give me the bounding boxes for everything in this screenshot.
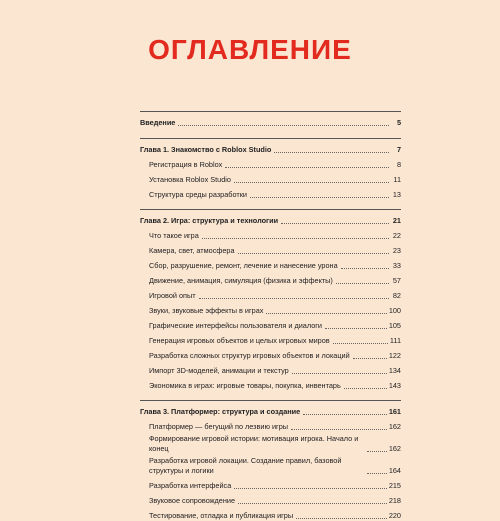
toc-entry-label: Что такое игра (149, 231, 199, 240)
toc-entry[interactable] (140, 331, 401, 346)
toc-section (140, 111, 401, 128)
toc-page-number: 143 (388, 381, 401, 390)
toc-page-number: 7 (396, 145, 401, 154)
toc-page-number: 122 (388, 351, 401, 360)
toc-leader-dots (325, 328, 387, 329)
toc-leader-dots (291, 429, 387, 430)
toc-entry-label: Регистрация в Roblox (149, 160, 223, 169)
toc-leader-dots (199, 298, 389, 299)
toc-page-number: 162 (388, 444, 401, 453)
toc-entry[interactable] (140, 417, 401, 432)
toc-entry-label: Звуковое сопровождение (149, 496, 236, 505)
toc-entry-label: Камера, свет, атмосфера (149, 246, 235, 255)
toc-page-number: 11 (393, 175, 401, 184)
toc-section (140, 138, 401, 200)
toc-entry-label: Сбор, разрушение, ремонт, лечение и нанесение урона (149, 261, 338, 270)
toc-entry[interactable] (140, 316, 401, 331)
toc-entry[interactable] (140, 155, 401, 170)
toc-page-number: 8 (396, 160, 401, 169)
toc-page-number: 111 (389, 336, 401, 345)
toc-entry-label: Разработка сложных структур игровых объектов и локаций (149, 351, 350, 360)
toc-entry-label: Глава 3. Платформер: структура и создание (140, 407, 301, 416)
table-of-contents (140, 111, 401, 521)
toc-entry-label: Разработка интерфейса (149, 481, 232, 490)
toc-chapter-entry[interactable] (140, 139, 401, 155)
toc-page-number: 164 (388, 466, 401, 475)
toc-entry[interactable] (140, 226, 401, 241)
toc-leader-dots (292, 373, 387, 374)
toc-entry-label: Платформер — бегущий по лезвию игры (149, 422, 289, 431)
toc-page-number: 33 (392, 261, 401, 270)
toc-page-number: 220 (388, 511, 401, 520)
toc-page-number: 161 (388, 407, 401, 416)
toc-entry[interactable] (140, 185, 401, 200)
toc-leader-dots (225, 167, 389, 168)
toc-entry-label: Формирование игровой истории: мотивация игрока. Начало и конец (149, 434, 359, 453)
toc-entry[interactable] (140, 271, 401, 286)
toc-leader-dots (250, 197, 389, 198)
toc-page-number: 218 (388, 496, 401, 505)
toc-leader-dots (296, 518, 387, 519)
toc-entry[interactable] (140, 346, 401, 361)
toc-entry[interactable] (140, 506, 401, 521)
toc-entry-label: Генерация игровых объектов и целых игровых миров (149, 336, 330, 345)
toc-section (140, 400, 401, 521)
toc-entry[interactable] (140, 241, 401, 256)
toc-page-number: 21 (392, 216, 401, 225)
toc-page-number: 100 (388, 306, 401, 315)
toc-leader-dots (202, 238, 389, 239)
toc-entry[interactable] (140, 376, 401, 391)
toc-leader-dots (341, 268, 389, 269)
toc-leader-dots (336, 283, 389, 284)
toc-leader-dots (303, 414, 387, 415)
toc-entry[interactable] (140, 476, 401, 491)
toc-entry-label: Графические интерфейсы пользователя и диалоги (149, 321, 323, 330)
toc-chapter-entry[interactable] (140, 112, 401, 128)
toc-page-number: 215 (388, 481, 401, 490)
toc-leader-dots (353, 358, 387, 359)
toc-page-number: 13 (392, 190, 401, 199)
toc-leader-dots (333, 343, 388, 344)
toc-entry[interactable] (140, 286, 401, 301)
toc-entry-label: Движение, анимация, симуляция (физика и эффекты) (149, 276, 333, 285)
toc-leader-dots (266, 313, 386, 314)
toc-page-number: 5 (396, 118, 401, 127)
toc-entry[interactable] (140, 491, 401, 506)
toc-leader-dots (178, 125, 389, 126)
toc-entry[interactable] (140, 432, 401, 454)
toc-entry-label: Глава 1. Знакомство с Roblox Studio (140, 145, 272, 154)
toc-leader-dots (238, 253, 389, 254)
toc-entry-label: Игровой опыт (149, 291, 196, 300)
toc-entry[interactable] (140, 361, 401, 376)
toc-page-number: 82 (392, 291, 401, 300)
toc-leader-dots (367, 451, 387, 452)
toc-page-number: 23 (392, 246, 401, 255)
toc-entry-label: Глава 2. Игра: структура и технологии (140, 216, 279, 225)
toc-leader-dots (234, 488, 387, 489)
toc-entry-label: Введение (140, 118, 176, 127)
toc-entry[interactable] (140, 170, 401, 185)
toc-entry-label: Установка Roblox Studio (149, 175, 231, 184)
toc-leader-dots (281, 223, 389, 224)
toc-leader-dots (234, 182, 389, 183)
toc-chapter-entry[interactable] (140, 210, 401, 226)
toc-entry-label: Звуки, звуковые эффекты в играх (149, 306, 264, 315)
toc-entry-label: Структура среды разработки (149, 190, 247, 199)
toc-entry-label: Экономика в играх: игровые товары, покупка, инвентарь (149, 381, 341, 390)
toc-entry-label: Разработка игровой локации. Создание правил, базовой структуры и логики (149, 456, 342, 475)
toc-page-number: 57 (392, 276, 401, 285)
toc-page-number: 134 (388, 366, 401, 375)
page-title: ОГЛАВЛЕНИЕ (148, 34, 352, 65)
toc-page-number: 22 (392, 231, 401, 240)
toc-chapter-entry[interactable] (140, 401, 401, 417)
toc-entry[interactable] (140, 454, 401, 476)
toc-leader-dots (238, 503, 387, 504)
toc-section (140, 209, 401, 391)
toc-entry[interactable] (140, 301, 401, 316)
toc-page-number: 162 (388, 422, 401, 431)
toc-entry-label: Тестирование, отладка и публикация игры (149, 511, 294, 520)
toc-entry-label: Импорт 3D-моделей, анимации и текстур (149, 366, 289, 375)
toc-page-number: 105 (388, 321, 401, 330)
toc-leader-dots (367, 473, 387, 474)
toc-entry[interactable] (140, 256, 401, 271)
toc-leader-dots (274, 152, 389, 153)
toc-leader-dots (344, 388, 387, 389)
